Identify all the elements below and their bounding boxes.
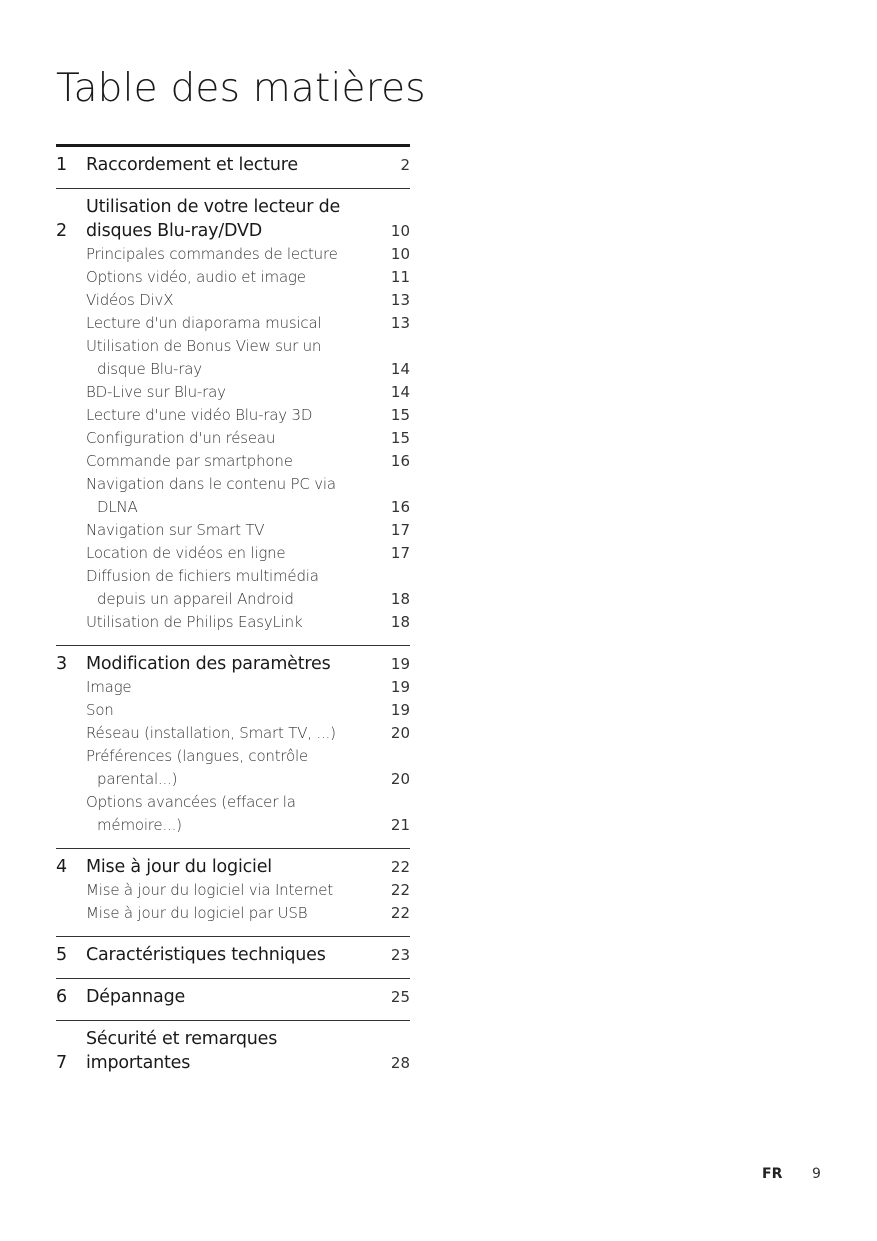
entry-title-line: Options avancées (effacer la: [86, 793, 296, 811]
toc-section-heading[interactable]: [56, 195, 410, 243]
toc-entry[interactable]: [86, 902, 410, 925]
entry-page-number: 19: [390, 701, 410, 719]
section-number: 1: [56, 155, 68, 175]
entry-title: [86, 542, 388, 565]
section-title: Raccordement et lecture: [86, 155, 298, 175]
toc-entry[interactable]: [86, 450, 410, 473]
section-title: Mise à jour du logiciel: [86, 857, 272, 877]
entry-title: [86, 312, 388, 335]
entry-title-line: Navigation dans le contenu PC via: [86, 475, 336, 493]
toc-section-1: [56, 147, 410, 188]
section-title: Sécurité et remarques importantes: [86, 1029, 278, 1073]
entry-title-line: Lecture d'un diaporama musical: [86, 314, 322, 332]
toc-section-heading[interactable]: [56, 153, 410, 177]
entry-title: [86, 450, 388, 473]
entry-title-line: Utilisation de Bonus View sur un: [86, 337, 322, 355]
entry-title-line: Navigation sur Smart TV: [86, 521, 265, 539]
entry-title-line: Mise à jour du logiciel par USB: [86, 904, 308, 922]
toc-section-5: [56, 936, 410, 978]
entry-page-number: 17: [390, 544, 410, 562]
toc-section-heading[interactable]: [56, 855, 410, 879]
entry-title: [86, 266, 388, 289]
toc-entry[interactable]: [86, 791, 410, 837]
toc-entry[interactable]: [86, 473, 410, 519]
entry-title-line: DLNA: [97, 498, 138, 516]
entry-page-number: 16: [390, 498, 410, 516]
entry-title: [86, 473, 388, 519]
toc-entry[interactable]: [86, 879, 410, 902]
entry-title: [86, 565, 388, 611]
toc-section-6: [56, 978, 410, 1020]
entry-title: [86, 289, 388, 312]
toc-section-4: [56, 848, 410, 936]
toc-section-heading[interactable]: [56, 652, 410, 676]
section-page-number: 23: [390, 946, 410, 964]
toc-section-heading[interactable]: [56, 943, 410, 967]
entry-page-number: 17: [390, 521, 410, 539]
entry-title-line: Son: [86, 701, 114, 719]
toc-section-7: [56, 1020, 410, 1086]
toc-entry[interactable]: [86, 745, 410, 791]
toc-section-heading[interactable]: [56, 985, 410, 1009]
toc-entry[interactable]: [86, 243, 410, 266]
toc-entry[interactable]: [86, 542, 410, 565]
entry-title-line: parental...): [97, 770, 178, 788]
entry-page-number: 21: [390, 816, 410, 834]
entry-page-number: 18: [390, 613, 410, 631]
entry-page-number: 20: [390, 724, 410, 742]
entry-title: [86, 676, 388, 699]
toc-entry[interactable]: [86, 676, 410, 699]
section-title-line: disques Blu-ray/DVD: [86, 221, 262, 241]
footer-page-number: 9: [812, 1166, 821, 1182]
entry-page-number: 20: [390, 770, 410, 788]
toc-section-3: [56, 645, 410, 848]
entry-title-line: Lecture d'une vidéo Blu-ray 3D: [86, 406, 313, 424]
entry-page-number: 19: [390, 678, 410, 696]
entry-page-number: 16: [390, 452, 410, 470]
entry-title: [86, 243, 388, 266]
entry-title-line: BD-Live sur Blu-ray: [86, 383, 226, 401]
entry-page-number: 15: [390, 406, 410, 424]
entry-title-line: Image: [86, 678, 132, 696]
toc-entry[interactable]: [86, 722, 410, 745]
section-title: Modification des paramètres: [86, 654, 331, 674]
toc-entry[interactable]: [86, 404, 410, 427]
entry-page-number: 14: [390, 360, 410, 378]
toc-entry[interactable]: [86, 289, 410, 312]
entry-title: [86, 902, 388, 925]
entry-title: [86, 722, 388, 745]
table-of-contents: [56, 147, 410, 1086]
entry-title-line: depuis un appareil Android: [97, 590, 294, 608]
section-title: [86, 195, 388, 243]
entry-title: [86, 381, 388, 404]
section-page-number: 22: [390, 858, 410, 876]
section-page-number: 28: [390, 1054, 410, 1072]
section-title-line: Utilisation de votre lecteur de: [86, 197, 341, 217]
entry-title: [86, 335, 388, 381]
section-page-number: 19: [390, 655, 410, 673]
section-number: 5: [56, 945, 68, 965]
entry-title-line: Réseau (installation, Smart TV, ...): [86, 724, 336, 742]
toc-section-2: [56, 188, 410, 645]
entry-title-line: Préférences (langues, contrôle: [86, 747, 309, 765]
toc-section-heading[interactable]: [56, 1027, 410, 1075]
entry-page-number: 13: [390, 314, 410, 332]
entry-title-line: Vidéos DivX: [86, 291, 174, 309]
entry-title-line: Mise à jour du logiciel via Internet: [86, 881, 333, 899]
entry-title: [86, 879, 388, 902]
section-number: 3: [56, 654, 68, 674]
entry-title-line: disque Blu-ray: [97, 360, 202, 378]
entry-title-line: Commande par smartphone: [86, 452, 293, 470]
section-number: 6: [56, 987, 68, 1007]
entry-page-number: 13: [390, 291, 410, 309]
entry-title-line: Location de vidéos en ligne: [86, 544, 286, 562]
toc-entry[interactable]: [86, 519, 410, 542]
toc-entry[interactable]: [86, 565, 410, 611]
entry-title: [86, 791, 388, 837]
entry-page-number: 22: [390, 881, 410, 899]
entry-title: [86, 611, 388, 634]
entry-title: [86, 404, 388, 427]
section-number: 7: [56, 1053, 68, 1073]
entry-title-line: mémoire...): [97, 816, 182, 834]
section-page-number: 2: [400, 156, 410, 174]
toc-entry[interactable]: [86, 699, 410, 722]
section-number: 2: [56, 221, 68, 241]
section-number: 4: [56, 857, 68, 877]
entry-page-number: 15: [390, 429, 410, 447]
section-page-number: 10: [390, 222, 410, 240]
entry-title-line: Options vidéo, audio et image: [86, 268, 306, 286]
toc-entry[interactable]: [86, 266, 410, 289]
entry-title: [86, 519, 388, 542]
section-title: Dépannage: [86, 987, 186, 1007]
entry-title-line: Diffusion de fichiers multimédia: [86, 567, 319, 585]
entry-title-line: Principales commandes de lecture: [86, 245, 338, 263]
toc-entry[interactable]: [86, 611, 410, 634]
toc-entry[interactable]: [86, 312, 410, 335]
section-page-number: 25: [390, 988, 410, 1006]
toc-entry[interactable]: [86, 381, 410, 404]
entry-title: [86, 745, 388, 791]
entry-page-number: 14: [390, 383, 410, 401]
entry-title-line: Utilisation de Philips EasyLink: [86, 613, 303, 631]
toc-entry[interactable]: [86, 427, 410, 450]
footer-language: FR: [762, 1166, 783, 1182]
toc-entry[interactable]: [86, 335, 410, 381]
entry-page-number: 22: [390, 904, 410, 922]
entry-page-number: 11: [390, 268, 410, 286]
entry-title-line: Configuration d'un réseau: [86, 429, 276, 447]
page-title: Table des matières: [56, 66, 426, 111]
entry-page-number: 18: [390, 590, 410, 608]
entry-page-number: 10: [390, 245, 410, 263]
entry-title: [86, 699, 388, 722]
entry-title: [86, 427, 388, 450]
section-title: Caractéristiques techniques: [86, 945, 326, 965]
